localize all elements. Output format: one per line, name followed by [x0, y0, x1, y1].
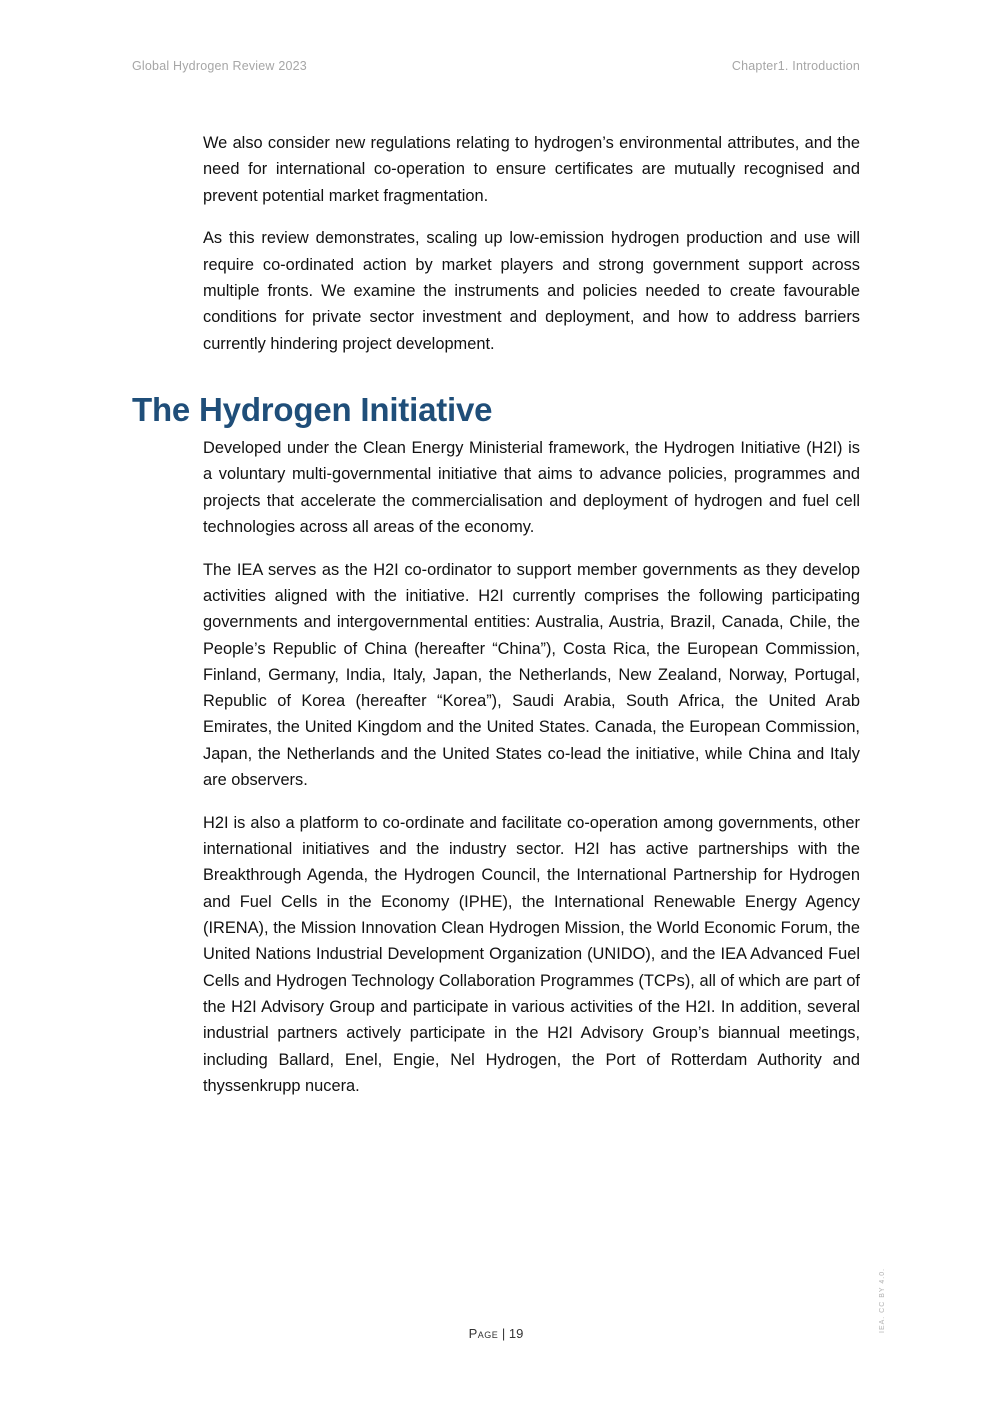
intro-paragraph-1: We also consider new regulations relating to hydrogen’s environmental attributes, and the need for international co-operation to ensure certificates are mutually recognised and prevent potential market fragmentation. — [203, 134, 860, 205]
page-separator: | — [501, 1326, 506, 1341]
intro-text-block — [203, 130, 860, 357]
section-paragraph-3: H2I is also a platform to co-ordinate and facilitate co-operation among governments, other international initiatives and the industry sector. H2I has active partnerships with the Breakthrough Agenda, the Hydrogen Council, the International Partnership for Hydrogen and Fuel Cells in the Economy (IPHE), the International Renewable Energy Agency (IRENA), the Mission Innovation Clean Hydrogen Mission, the World Economic Forum, the United Nations Industrial Development Organization (UNIDO), and the IEA Advanced Fuel Cells and Hydrogen Technology Collaboration Programmes (TCPs), all of which are part of the H2I Advisory Group and participate in various activities of the H2I. In addition, several industrial partners actively participate in the H2I Advisory Group’s biannual meetings, including Ballard, Enel, Engie, Nel Hydrogen, the Port of Rotterdam Authority and thyssenkrupp nucera. — [203, 813, 860, 1095]
running-header-title: Global Hydrogen Review 2023 — [132, 59, 307, 73]
license-notice: IEA. CC BY 4.0. — [879, 1267, 886, 1333]
section-text-block — [203, 435, 860, 1099]
running-header-chapter: Chapter1. Introduction — [731, 59, 860, 73]
intro-paragraph-2: As this review demonstrates, scaling up low-emission hydrogen production and use will require co-ordinated action by market players and strong government support across multiple fronts. We examine the instruments and policies needed to create favourable conditions for private sector investment and deployment, and how to address barriers currently hindering project development. — [203, 229, 860, 353]
page-number: 19 — [508, 1326, 524, 1341]
section-paragraph-1: Developed under the Clean Energy Ministerial framework, the Hydrogen Initiative (H2I) is a voluntary multi-governmental initiative that aims to advance policies, programmes and projects that accelerate the commercialisation and deployment of hydrogen and fuel cell technologies across all areas of the economy. — [203, 439, 860, 536]
page-footer — [0, 1326, 992, 1341]
section-paragraph-2: The IEA serves as the H2I co-ordinator to support member governments as they develop activities aligned with the initiative. H2I currently comprises the following participating governments and intergovernmental entities: Australia, Austria, Brazil, Canada, Chile, the People’s Republic of China (hereafter “China”), Costa Rica, the European Commission, Finland, Germany, India, Italy, Japan, the Netherlands, New Zealand, Norway, Portugal, Republic of Korea (hereafter “Korea”), Saudi Arabia, South Africa, the United Arab Emirates, the United Kingdom and the United States. Canada, the European Commission, Japan, the Netherlands and the United States co-lead the initiative, while China and Italy are observers. — [203, 560, 860, 790]
page-label: Page — [468, 1326, 499, 1341]
section-heading: The Hydrogen Initiative — [132, 391, 493, 428]
